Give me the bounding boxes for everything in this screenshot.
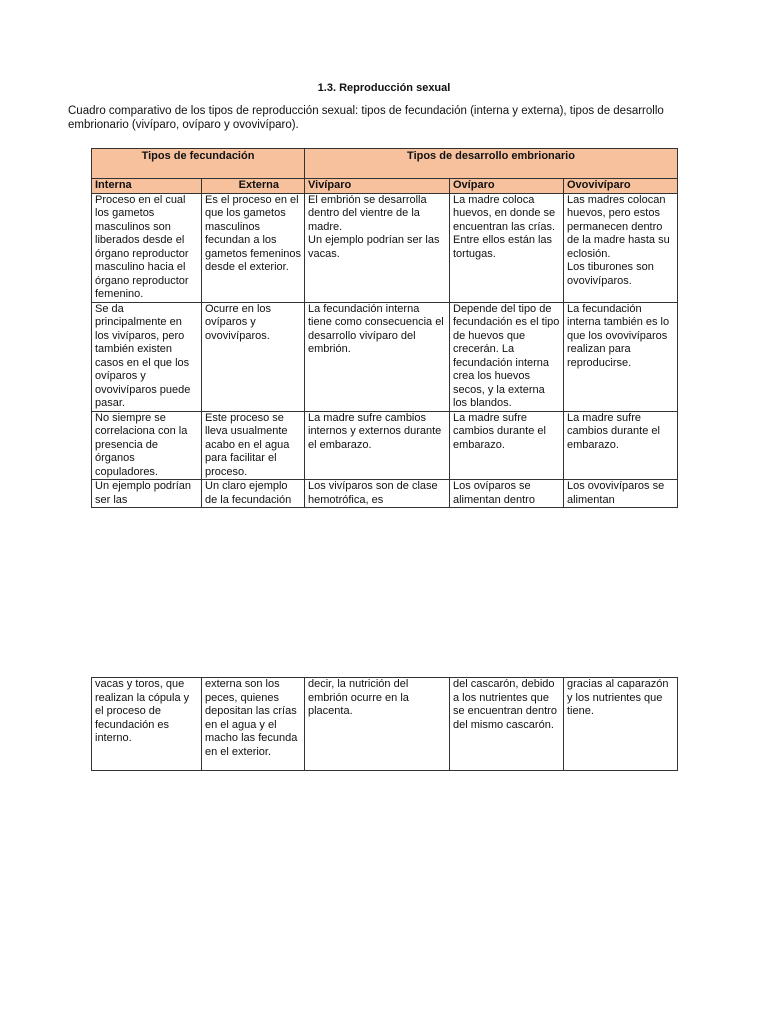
table-cell: Ocurre en los ovíparos y ovovivíparos. (202, 302, 305, 411)
section-heading: 1.3. Reproducción sexual (317, 82, 451, 94)
table-cell: La madre coloca huevos, en donde se encuentran las crías. Entre ellos están las tortugas. (450, 193, 564, 302)
table-cell: Proceso en el cual los gametos masculinos son liberados desde el órgano reproductor masculino hacia el órgano reproductor femenino. (92, 193, 202, 302)
table-cell: Un ejemplo podrían ser las (92, 480, 202, 508)
table-cell: Es el proceso en el que los gametos masculinos fecundan a los gametos femeninos desde el exterior. (202, 193, 305, 302)
table-cell: Las madres colocan huevos, pero estos permanecen dentro de la madre hasta su eclosión. Los tiburones son ovovivíparos. (564, 193, 678, 302)
table-cell: gracias al caparazón y los nutrientes que tiene. (564, 678, 678, 771)
table-cell: Se da principalmente en los vivíparos, pero también existen casos en el que los ovíparos y ovovivíparos puede pasar. (92, 302, 202, 411)
table-cell: Depende del tipo de fecundación es el tipo de huevos que crecerán. La fecundación interna crea los huevos secos, y la externa los blandos. (450, 302, 564, 411)
column-header-viviparo: Vivíparo (305, 179, 450, 194)
table-cell: Los ovíparos se alimentan dentro (450, 480, 564, 508)
comparison-table (91, 148, 678, 508)
column-header-oviparo: Ovíparo (450, 179, 564, 194)
table-cell: Este proceso se lleva usualmente acabo en el agua para facilitar el proceso. (202, 411, 305, 480)
table-cell: La madre sufre cambios durante el embarazo. (450, 411, 564, 480)
table-cell: Los vivíparos son de clase hemotrófica, es (305, 480, 450, 508)
table-row (92, 193, 678, 302)
table-cell: La madre sufre cambios durante el embarazo. (564, 411, 678, 480)
comparison-table-continued (91, 677, 678, 771)
table-row (92, 302, 678, 411)
table-cell: decir, la nutrición del embrión ocurre en la placenta. (305, 678, 450, 771)
table-cell: Un claro ejemplo de la fecundación (202, 480, 305, 508)
intro-paragraph: Cuadro comparativo de los tipos de reproducción sexual: tipos de fecundación (interna y externa), tipos de desarrollo embrionario (vivíparo, ovíparo y ovovivíparo). (68, 105, 664, 131)
column-header-externa: Externa (202, 179, 305, 194)
table-row (92, 480, 678, 508)
table-cell: La fecundación interna también es lo que los ovovivíparos realizan para reproducirse. (564, 302, 678, 411)
table-cell: No siempre se correlaciona con la presencia de órganos copuladores. (92, 411, 202, 480)
table-cell: El embrión se desarrolla dentro del vientre de la madre. Un ejemplo podrían ser las vacas. (305, 193, 450, 302)
group-header-fecundacion: Tipos de fecundación (92, 149, 305, 179)
table-cell: La madre sufre cambios internos y externos durante el embarazo. (305, 411, 450, 480)
table-cell: La fecundación interna tiene como consecuencia el desarrollo vivíparo del embrión. (305, 302, 450, 411)
column-header-interna: Interna (92, 179, 202, 194)
table-cell: vacas y toros, que realizan la cópula y el proceso de fecundación es interno. (92, 678, 202, 771)
table-cell: externa son los peces, quienes depositan las crías en el agua y el macho las fecunda en el exterior. (202, 678, 305, 771)
group-header-desarrollo: Tipos de desarrollo embrionario (305, 149, 678, 179)
table-row (92, 678, 678, 771)
column-header-ovoviviparo: Ovovivíparo (564, 179, 678, 194)
table-cell: del cascarón, debido a los nutrientes que se encuentran dentro del mismo cascarón. (450, 678, 564, 771)
table-cell: Los ovovivíparos se alimentan (564, 480, 678, 508)
table-row (92, 411, 678, 480)
